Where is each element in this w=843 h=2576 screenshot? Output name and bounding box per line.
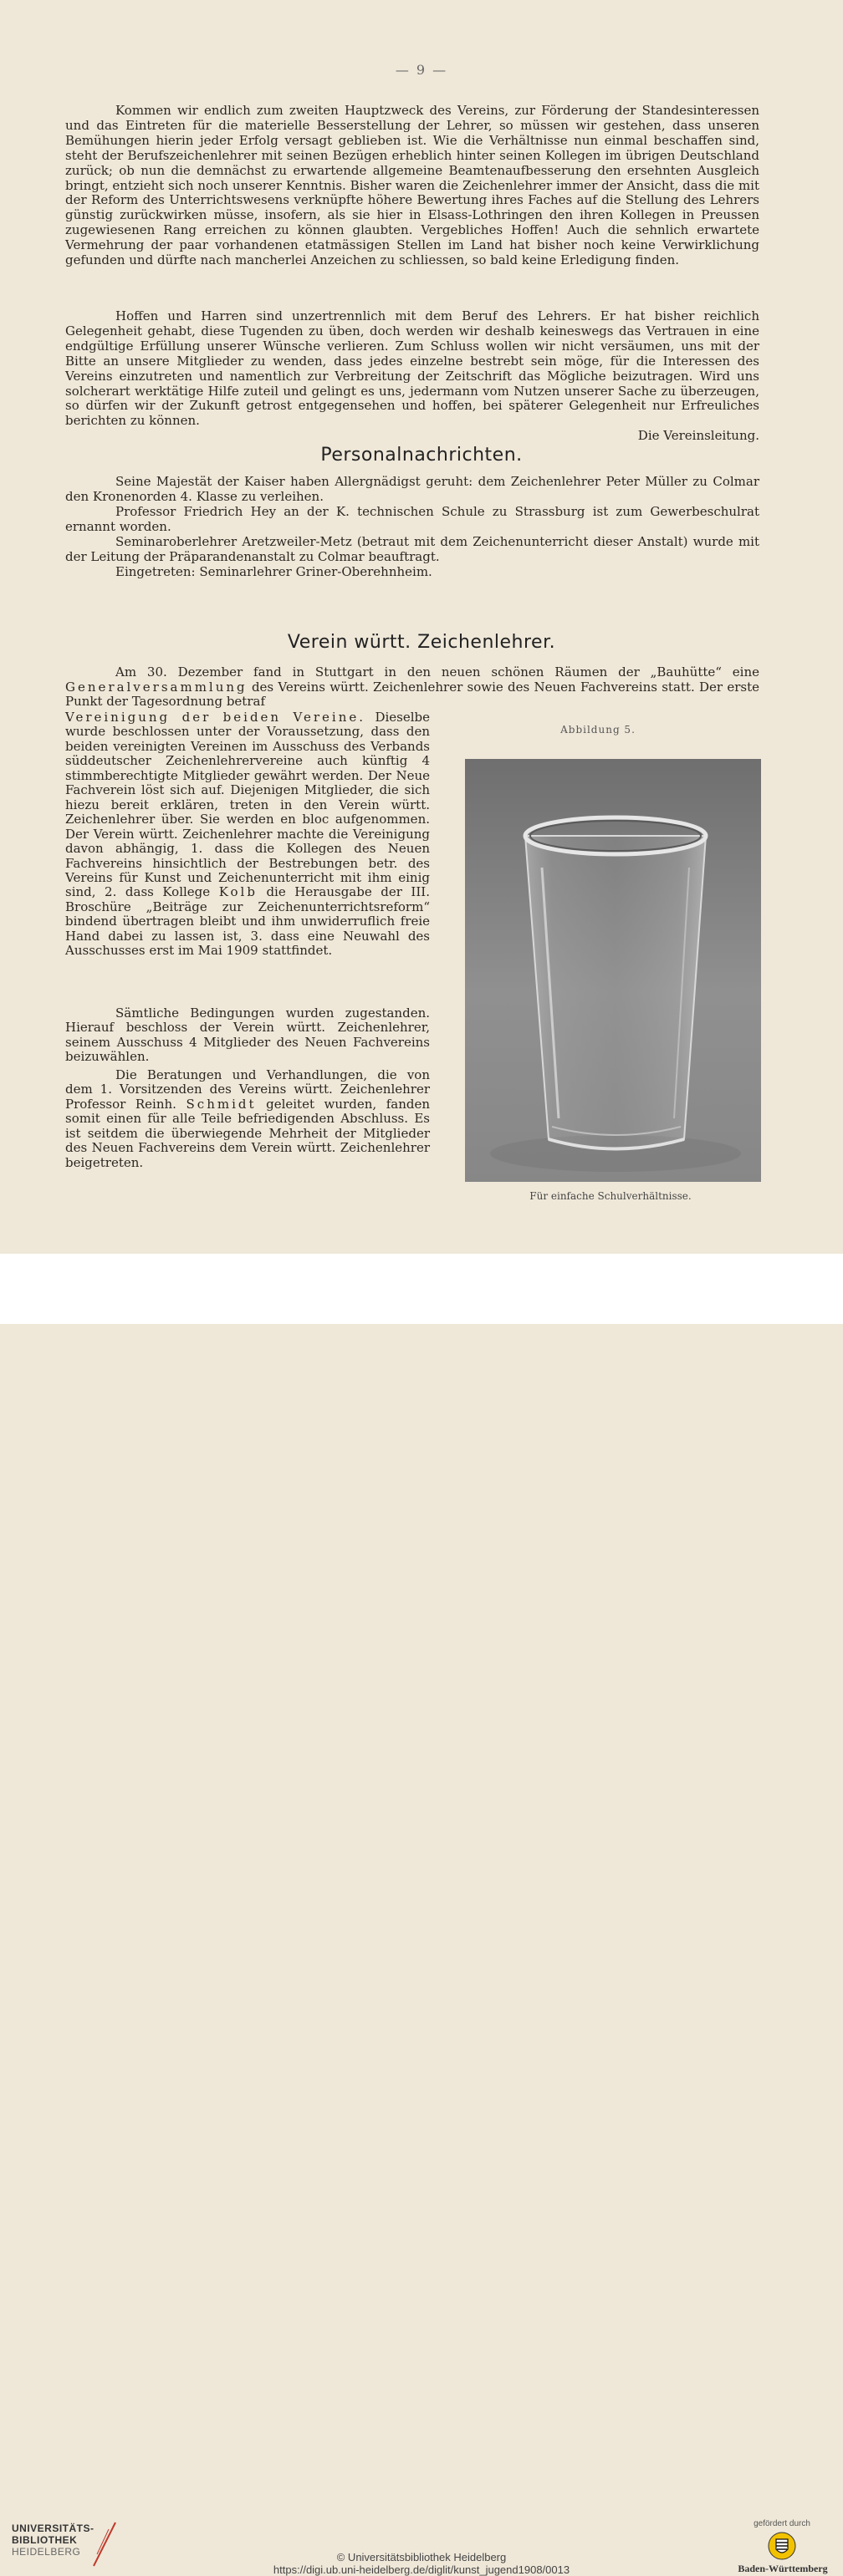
- personal-paragraph-3: Seminaroberlehrer Aretzweiler-Metz (betraut mit dem Zeichenunterricht dieser Anstalt) wurde mit der Leitung der Präparandenanstalt zu Colmar beauftragt.: [65, 534, 759, 564]
- intro-paragraph-2-text: Hoffen und Harren sind unzertrennlich mit dem Beruf des Lehrers. Er hat bisher reichlich Gelegenheit gehabt, diese Tugenden zu üben, doch werden wir deshalb keineswegs das Vertrauen in eine endgültige Erfüllung unserer Wünsche verlieren. Zum Schluss wollen wir nicht versäumen, uns mit der Bitte an unsere Mitglieder zu wenden, dass jedes einzelne bestrebt sein möge, für die Interessen des Vereins einzutreten und namentlich zur Verbreitung der Zeitschrift das Mögliche beizutragen. Wird uns solcherart werktätige Hilfe zuteil und gelingt es uns, jedermann vom Nutzen unserer Sache zu überzeugen, so dürfen wir der Zukunft getrost entgegensehen und hoffen, bei späterer Gelegenheit nur Erfreuliches berichten zu können.: [65, 308, 759, 429]
- scanned-page: [0, 0, 843, 1254]
- verein-p3-spaced-schmidt: Schmidt: [186, 1096, 257, 1112]
- copyright-block: [0, 2551, 843, 2576]
- verein-p1-text-d: die Herausgabe der III. Broschüre „Beiträge zur Zeichenunterrichtsreform“ bindend übertragen bleibt und ihm unwiderruflich freie Hand dabei zu lassen ist, 3. dass eine Neuwahl des Ausschusses erst im Mai 1909 stattfindet.: [65, 884, 430, 959]
- verein-p3-text-b: geleitet wurden, fanden somit einen für alle Teile befriedigenden Abschluss. Es ist seitdem die überwiegende Mehrheit der Mitglieder des Neuen Fachvereins dem Verein württ. Zeichenlehrer beigetreten.: [65, 1096, 430, 1170]
- verein-paragraph-2: Sämtliche Bedingungen wurden zugestanden. Hierauf beschloss der Verein württ. Zeichenlehrer, seinem Ausschuss 4 Mitglieder des Neuen Fachvereins beizuwählen.: [65, 1005, 430, 1065]
- verein-p1-text-c: Dieselbe wurde beschlossen unter der Voraussetzung, dass den beiden vereinigten Vereinen im Ausschuss des Verbands süddeutscher Zeichenlehrervereine auch künftig 4 stimmberechtigte Mitglieder gewährt werden. Der Neue Fachverein löst sich auf. Diejenigen Mitglieder, die sich hiezu bereit erklären, treten in den Verein württ. Zeichenlehrer über. Sie werden en bloc aufgenommen. Der Verein württ. Zeichenlehrer machte die Vereinigung davon abhängig, 1. dass die Kollegen des Neuen Fachvereins hinsichtlich der Bestrebungen betr. des Vereins für Kunst und Zeichenunterricht mit ihm einig sind, 2. dass Kollege: [65, 710, 430, 900]
- figure-caption: Für einfache Schulverhältnisse.: [529, 1190, 692, 1202]
- funded-by-label: gefördert durch: [754, 2519, 810, 2528]
- personal-paragraph-4: Eingetreten: Seminarlehrer Griner-Oberehnheim.: [115, 564, 432, 579]
- heading-verein: Verein württ. Zeichenlehrer.: [287, 632, 556, 653]
- verein-paragraph-1-intro: [65, 665, 759, 710]
- glass-illustration: [465, 759, 761, 1182]
- signature: Die Vereinsleitung.: [637, 428, 759, 444]
- verein-paragraph-3: [65, 1068, 430, 1170]
- figure-photo-drinking-glass: [465, 759, 761, 1182]
- logo-line-3: HEIDELBERG: [12, 2546, 81, 2558]
- verein-p1-spaced-vereinigung: Vereinigung der beiden Vereine.: [65, 710, 365, 725]
- verein-p1-spaced-kolb: Kolb: [218, 884, 258, 900]
- footer-bar: [0, 1254, 843, 2576]
- verein-p1-text-b: des Vereins württ. Zeichenlehrer sowie des Neuen Fachvereins statt. Der erste Punkt der Tagesordnung betraf: [65, 679, 759, 709]
- verein-p1-text-a: Am 30. Dezember fand in Stuttgart in den neuen schönen Räumen der „Bauhütte“ eine: [115, 664, 759, 680]
- verein-paragraph-1-cont: [65, 710, 430, 959]
- figure-label: Abbildung 5.: [560, 724, 636, 736]
- personal-paragraph-2: Professor Friedrich Hey an der K. technischen Schule zu Strassburg ist zum Gewerbeschulrat ernannt worden.: [65, 504, 759, 534]
- intro-paragraph-2: [65, 309, 759, 444]
- logo-line-2: BIBLIOTHEK: [12, 2534, 78, 2546]
- copyright-text: © Universitätsbibliothek Heidelberg: [336, 2551, 507, 2563]
- verein-p3-text-a: Die Beratungen und Verhandlungen, die von dem 1. Vorsitzenden des Vereins württ. Zeichenlehrer Professor Reinh.: [65, 1067, 430, 1112]
- intro-paragraph-1: Kommen wir endlich zum zweiten Hauptzweck des Vereins, zur Förderung der Standesinteressen und das Eintreten für die materielle Besserstellung der Lehrer, so müssen wir gestehen, dass unseren Bemühungen hierin jeder Erfolg versagt geblieben ist. Wie die Verhältnisse nun einmal beschaffen sind, steht der Berufszeichenlehrer mit seinen Bezügen erheblich hinter seinen Kollegen im übrigen Deutschland zurück; ob nun die demnächst zu erwartende allgemeine Beamtenaufbesserung den ersehnten Ausgleich bringt, entzieht sich noch unserer Kenntnis. Bisher waren die Zeichenlehrer immer der Ansicht, dass die mit der Reform des Unterrichtswesens verknüpfte höhere Bewertung ihres Faches auf die Stellung des Lehrers günstig zurückwirken müsse, insofern, als sie hier in Elsass-Lothringen den ihren Kollegen in Preussen zugewiesenen Rang erreichen zu können glaubten. Vergebliches Hoffen! Auch die sehnlich erwartete Vermehrung der paar vorhandenen etatmässigen Stellen im Land hat bisher noch keine Verwirklichung gefunden und dürfte nach mancherlei Anzeichen zu schliessen, so bald keine Erledigung finden.: [65, 103, 759, 268]
- logo-line-1: UNIVERSITÄTS-: [12, 2523, 95, 2534]
- baden-wuerttemberg-emblem-icon: [768, 2531, 796, 2561]
- permalink-url[interactable]: https://digi.ub.uni-heidelberg.de/diglit/kunst_jugend1908/0013: [273, 2563, 570, 2576]
- heading-personalnachrichten: Personalnachrichten.: [320, 445, 523, 466]
- verein-p1-spaced-generalversammlung: Generalversammlung: [65, 679, 248, 695]
- page-number: — 9 —: [395, 62, 448, 78]
- funder-name: Baden-Württemberg: [738, 2563, 828, 2574]
- personal-paragraph-1: Seine Majestät der Kaiser haben Allergnädigst geruht: dem Zeichenlehrer Peter Müller zu Colmar den Kronenorden 4. Klasse zu verleihen.: [65, 474, 759, 504]
